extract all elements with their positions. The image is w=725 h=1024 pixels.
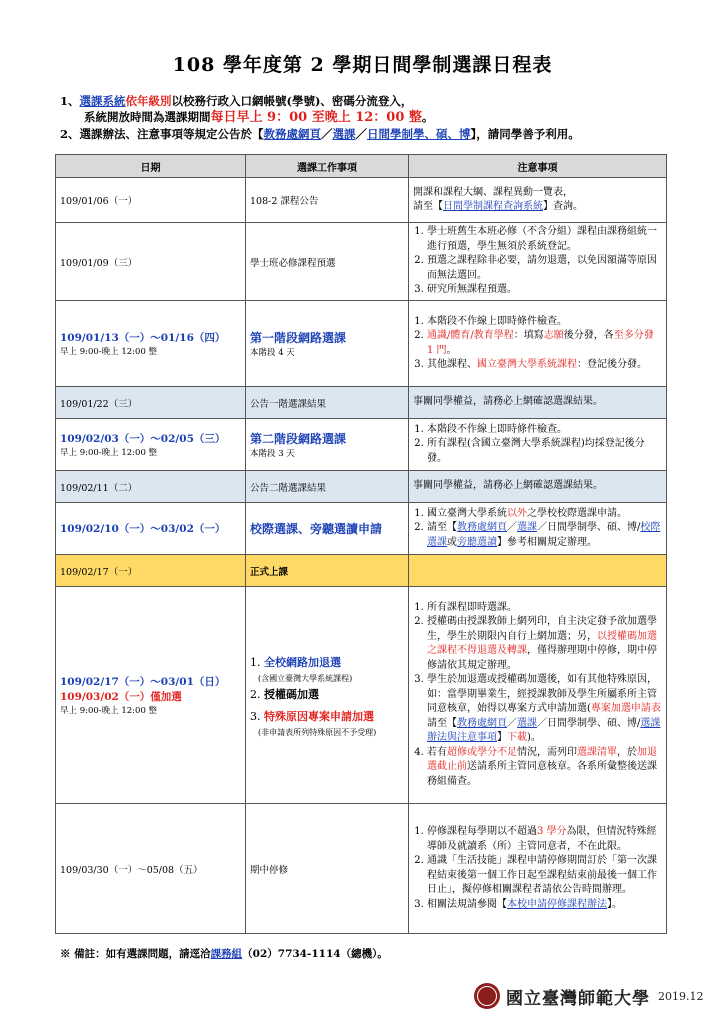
page-title: 108 學年度第 2 學期日間學制選課日程表 <box>172 54 553 76</box>
intro-line-1: 1、選課系統依年級別以校務行政入口網帳號(學號)、密碼分流登入， <box>60 94 413 108</box>
row-task: 公告一階選課結果 <box>246 387 409 419</box>
course-selection-link[interactable]: 選課 <box>517 717 537 729</box>
academic-affairs-link[interactable]: 教務處網頁 <box>457 717 507 729</box>
course-selection-link[interactable]: 選課 <box>332 127 356 141</box>
row-date: 109/03/30（一）～05/08（五） <box>56 804 246 934</box>
row-task: 1. 全校網路加退選 (含國立臺灣大學系統課程) 2. 授權碼加選 3. 特殊原因專案申請加選 (非申請表所列特殊原因不予受理) <box>246 587 409 804</box>
row-task: 第二階段網路選課 本階段 3 天 <box>246 419 409 471</box>
university-logo <box>474 983 704 1009</box>
row-date: 109/02/17（一） <box>56 555 246 587</box>
university-name: 國立臺灣師範大學 <box>506 988 650 1009</box>
table-row <box>56 587 667 804</box>
day-program-link[interactable]: 日間學制學、碩、博 <box>367 127 471 141</box>
curriculum-office-link[interactable]: 課務組 <box>210 948 243 960</box>
footer-note: ※ 備註：如有選課問題，請逕洽課務組（02）7734-1114（總機）。 <box>60 948 388 960</box>
row-date: 109/01/09（三） <box>56 223 246 301</box>
table-header <box>56 155 667 178</box>
row-note: 1. 本階段不作線上即時條件檢查。 2. 通識/體育/教育學程：填寫志願後分發，各至多分發 1 門。 3. 其他課程、國立臺灣大學系統課程：登記後分發。 <box>409 301 667 387</box>
row-task: 正式上課 <box>246 555 409 587</box>
table-row <box>56 178 667 223</box>
row-date: 109/02/11（二） <box>56 471 246 503</box>
table-row <box>56 804 667 934</box>
row-note: 1. 停修課程每學期以不超過3 學分為限，但情況特殊經導師及就讀系（所）主管同意者，不在此限。 2. 通識「生活技能」課程申請停修期間訂於「第一次課程結束後第一個工作日起至課程結束前最後一個工作日止」，擬停修相關課程者請依公告時間辦理。 3. 相關法規請參閱【本校申請停修課程辦法】。 <box>409 804 667 934</box>
table-row <box>56 301 667 387</box>
row-note: 事關同學權益，請務必上網確認選課結果。 <box>409 387 667 419</box>
row-note: 1. 國立臺灣大學系統以外之學校校際選課申請。 2. 請至【教務處網頁／選課／日間學制學、碩、博/校際選課或旁聽選讀】參考相關規定辦理。 <box>409 503 667 555</box>
row-date: 109/02/10（一）～03/02（一） <box>56 503 246 555</box>
university-seal-icon <box>474 983 500 1009</box>
row-note: 1. 學士班舊生本班必修（不含分組）課程由課務組統一進行預選，學生無須於系統登記。 2. 預選之課程除非必要，請勿退選，以免因額滿等原因而無法選回。 3. 研究所無課程預選。 <box>409 223 667 301</box>
version-date: 2019.12 <box>658 989 704 1003</box>
course-selection-link[interactable]: 選課 <box>517 522 537 534</box>
row-date: 109/01/06（一） <box>56 178 246 223</box>
row-task: 學士班必修課程預選 <box>246 223 409 301</box>
row-note: 事關同學權益，請務必上網確認選課結果。 <box>409 471 667 503</box>
row-note: 開課和課程大綱、課程異動一覽表， 請至【日間學制課程查詢系統】查詢。 <box>409 178 667 223</box>
academic-affairs-link[interactable]: 教務處網頁 <box>457 522 507 534</box>
intro-line-3: 2、選課辦法、注意事項等規定公告於【教務處網頁／選課／日間學制學、碩、博】，請同學善予利用。 <box>60 127 580 141</box>
table-row <box>56 503 667 555</box>
academic-affairs-link[interactable]: 教務處網頁 <box>263 127 321 141</box>
row-date: 109/02/17（一）～03/01（日） 109/03/02（一）僅加選 早上 9:00-晚上 12:00 整 <box>56 587 246 804</box>
intro-line-2: 系統開放時間為選課期間每日早上 9：00 至晚上 12：00 整。 <box>84 110 434 125</box>
table-row <box>56 419 667 471</box>
header-date: 日期 <box>56 155 246 178</box>
row-note <box>409 555 667 587</box>
rules-link[interactable]: 選課辦法與注意事項 <box>427 717 661 744</box>
table-row <box>56 471 667 503</box>
audit-link[interactable]: 旁聽選讀 <box>457 536 497 548</box>
header-task: 選課工作事項 <box>246 155 409 178</box>
row-date: 109/01/22（三） <box>56 387 246 419</box>
withdraw-rules-link[interactable]: 本校申請停修課程辦法 <box>507 898 607 910</box>
row-task: 校際選課、旁聽選讀申請 <box>246 503 409 555</box>
header-note: 注意事項 <box>409 155 667 178</box>
row-date: 109/01/13（一）～01/16（四） 早上 9:00-晚上 12:00 整 <box>56 301 246 387</box>
row-note: 1. 本階段不作線上即時條件檢查。 2. 所有課程(含國立臺灣大學系統課程)均採登記後分發。 <box>409 419 667 471</box>
table-row <box>56 555 667 587</box>
row-task: 108-2 課程公告 <box>246 178 409 223</box>
table-row <box>56 223 667 301</box>
schedule-table <box>55 154 667 934</box>
row-task: 期中停修 <box>246 804 409 934</box>
course-query-link[interactable]: 日間學制課程查詢系統 <box>443 201 543 212</box>
inter-school-link[interactable]: 校際選課 <box>427 522 661 548</box>
row-date: 109/02/03（一）～02/05（三） 早上 9:00-晚上 12:00 整 <box>56 419 246 471</box>
course-system-link[interactable]: 選課系統 <box>79 94 126 108</box>
table-row <box>56 387 667 419</box>
row-note: 1. 所有課程即時選課。 2. 授權碼由授課教師上網列印，自主決定發予欲加選學生，學生於期限內自行上網加選；另，以授權碼加選之課程不得退選及轉課，僅得辦理期中停修，期中停修請依其規定辦理。 3. 學生於加退選或授權碼加選後，如有其他特殊原因，如：當學期畢業生，經授課教師及學生所屬系所主管同意核章，始得以專案方式申請加選(專案加選申請表請至【教務處網頁／選課／日間學制學、碩、博/選課辦法與注意事項】下載)。 4. 若有超修或學分不足情況，需列印選課清單，於加退選截止前送請系所主管同意核章。各系所彙整後送課務組備查。 <box>409 587 667 804</box>
intro-notes <box>60 93 710 142</box>
row-task: 第一階段網路選課 本階段 4 天 <box>246 301 409 387</box>
row-task: 公告二階選課結果 <box>246 471 409 503</box>
